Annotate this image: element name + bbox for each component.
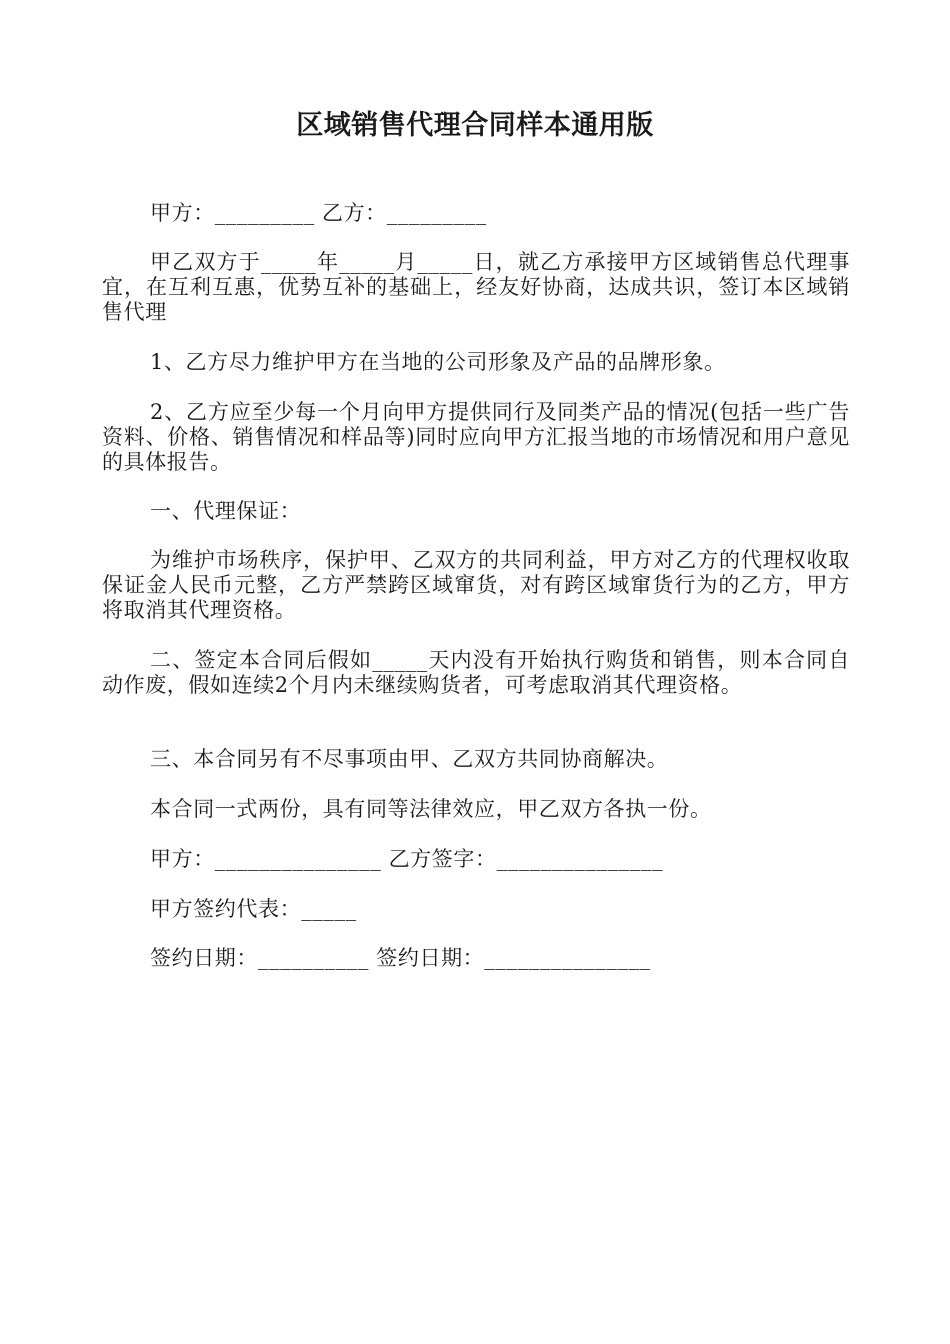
- section-1-heading: 一、代理保证：: [150, 499, 302, 523]
- parties-line: 甲方：_________ 乙方：_________: [150, 201, 487, 225]
- section-3: 三、本合同另有不尽事项由甲、乙双方共同协商解决。: [150, 747, 669, 771]
- representative-line: 甲方签约代表：_____: [150, 897, 357, 921]
- intro-paragraph: 甲乙双方于_____年_____月_____日，就乙方承接甲方区域销售总代理事宜，在互利互惠，优势互补的基础上，经友好协商，达成共识，签订本区域销售代理: [102, 250, 850, 324]
- clause-1: 1、乙方尽力维护甲方在当地的公司形象及产品的品牌形象。: [150, 350, 726, 374]
- clause-2: 2、乙方应至少每一个月向甲方提供同行及同类产品的情况(包括一些广告资料、价格、销售情况和样品等)同时应向甲方汇报当地的市场情况和用户意见的具体报告。: [102, 400, 850, 474]
- section-2: 二、签定本合同后假如_____天内没有开始执行购货和销售，则本合同自动作废，假如连续2个月内未继续购货者，可考虑取消其代理资格。: [102, 648, 850, 697]
- copies-statement: 本合同一式两份，具有同等法律效应，甲乙双方各执一份。: [150, 797, 712, 821]
- section-1-body: 为维护市场秩序，保护甲、乙双方的共同利益，甲方对乙方的代理权收取保证金人民币元整，乙方严禁跨区域窜货，对有跨区域窜货行为的乙方，甲方将取消其代理资格。: [102, 548, 850, 622]
- signature-line: 甲方：_______________ 乙方签字：_______________: [150, 847, 664, 871]
- document-title: 区域销售代理合同样本通用版: [296, 110, 654, 141]
- date-line: 签约日期：__________ 签约日期：_______________: [150, 946, 651, 970]
